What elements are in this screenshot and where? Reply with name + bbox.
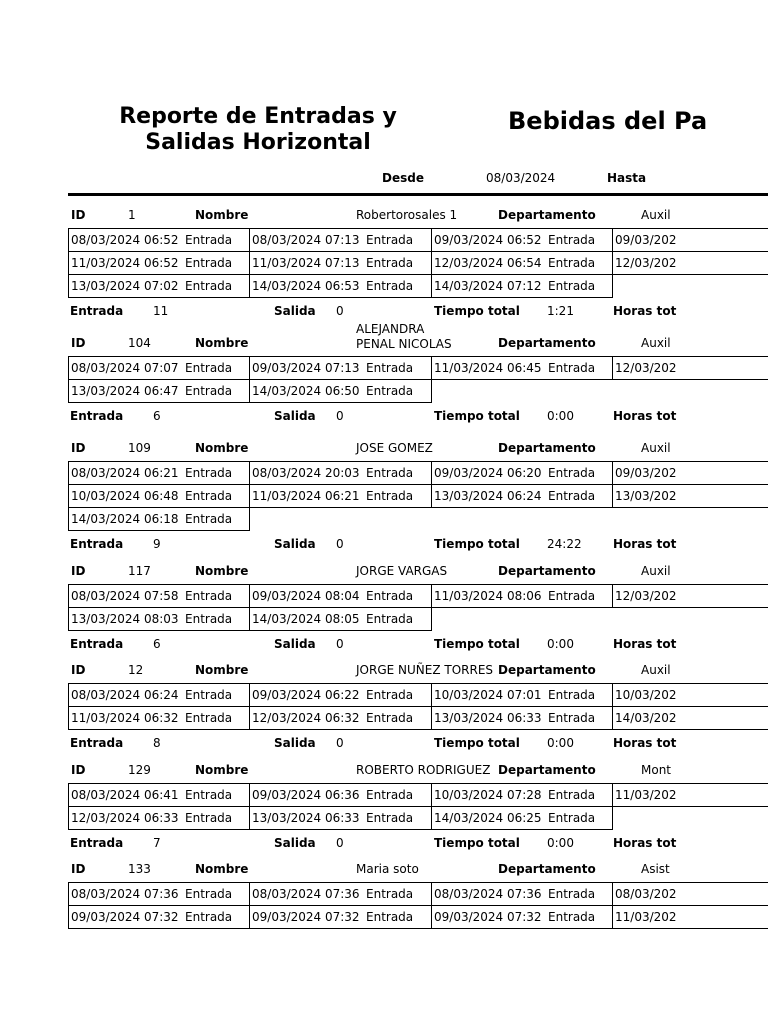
record-timestamp: 11/03/2024 06:21 (252, 489, 360, 503)
departamento-label: Departamento (498, 336, 596, 350)
departamento-label: Departamento (498, 862, 596, 876)
employee-name: JORGE NUÑEZ TORRES (356, 663, 494, 677)
tiempo-total-value: 1:21 (547, 304, 574, 318)
entrada-label: Entrada (70, 637, 124, 651)
record-type: Entrada (548, 589, 596, 603)
record-timestamp: 08/03/2024 07:07 (71, 361, 179, 375)
record-timestamp: 12/03/202 (615, 589, 677, 603)
departamento-label: Departamento (498, 663, 596, 677)
record-type: Entrada (185, 711, 233, 725)
record-timestamp: 14/03/2024 06:25 (434, 811, 542, 825)
record-timestamp: 09/03/2024 07:32 (434, 910, 542, 924)
record-type: Entrada (366, 489, 414, 503)
tiempo-total-label: Tiempo total (434, 304, 520, 318)
salida-count: 0 (336, 836, 344, 850)
record-type: Entrada (366, 256, 414, 270)
salida-count: 0 (336, 304, 344, 318)
record-type: Entrada (185, 887, 233, 901)
employee-name: Maria soto (356, 862, 419, 876)
salida-count: 0 (336, 537, 344, 551)
tiempo-total-label: Tiempo total (434, 836, 520, 850)
entrada-label: Entrada (70, 836, 124, 850)
record-timestamp: 08/03/2024 07:36 (434, 887, 542, 901)
record-type: Entrada (185, 589, 233, 603)
header-rule (68, 193, 768, 196)
id-label: ID (71, 763, 86, 777)
record-type: Entrada (366, 910, 414, 924)
record-type: Entrada (548, 489, 596, 503)
record-timestamp: 13/03/2024 06:33 (252, 811, 360, 825)
departamento-label: Departamento (498, 441, 596, 455)
record-type: Entrada (548, 279, 596, 293)
tiempo-total-value: 0:00 (547, 637, 574, 651)
employee-name: JORGE VARGAS (356, 564, 448, 578)
record-timestamp: 11/03/202 (615, 910, 677, 924)
record-timestamp: 12/03/2024 06:32 (252, 711, 360, 725)
record-type: Entrada (548, 688, 596, 702)
hasta-label: Hasta (607, 171, 647, 185)
record-timestamp: 09/03/2024 07:32 (71, 910, 179, 924)
record-type: Entrada (185, 466, 233, 480)
record-timestamp: 13/03/2024 06:33 (434, 711, 542, 725)
record-timestamp: 12/03/202 (615, 256, 677, 270)
record-type: Entrada (366, 711, 414, 725)
record-timestamp: 08/03/2024 07:58 (71, 589, 179, 603)
record-timestamp: 08/03/2024 07:36 (252, 887, 360, 901)
record-type: Entrada (366, 361, 414, 375)
record-timestamp: 09/03/2024 06:36 (252, 788, 360, 802)
record-timestamp: 08/03/2024 06:21 (71, 466, 179, 480)
record-timestamp: 08/03/2024 06:41 (71, 788, 179, 802)
employee-id: 109 (128, 441, 151, 455)
horas-total-label: Horas tot (613, 637, 677, 651)
record-type: Entrada (185, 512, 233, 526)
record-type: Entrada (548, 361, 596, 375)
record-timestamp: 10/03/202 (615, 688, 677, 702)
record-type: Entrada (548, 233, 596, 247)
record-type: Entrada (366, 279, 414, 293)
employee-department: Auxil (641, 441, 671, 455)
employee-id: 117 (128, 564, 151, 578)
record-timestamp: 08/03/2024 06:24 (71, 688, 179, 702)
desde-value: 08/03/2024 (486, 171, 556, 185)
entrada-count: 11 (153, 304, 169, 318)
employee-id: 104 (128, 336, 151, 350)
nombre-label: Nombre (195, 441, 249, 455)
nombre-label: Nombre (195, 336, 249, 350)
record-timestamp: 14/03/2024 06:18 (71, 512, 179, 526)
record-type: Entrada (185, 361, 233, 375)
id-label: ID (71, 564, 86, 578)
record-type: Entrada (366, 233, 414, 247)
record-timestamp: 09/03/2024 07:13 (252, 361, 360, 375)
record-timestamp: 14/03/2024 07:12 (434, 279, 542, 293)
employee-id: 12 (128, 663, 144, 677)
employee-department: Auxil (641, 663, 671, 677)
horas-total-label: Horas tot (613, 304, 677, 318)
entrada-count: 7 (153, 836, 161, 850)
record-timestamp: 08/03/2024 07:13 (252, 233, 360, 247)
employee-name: Robertorosales 1 (356, 208, 458, 222)
salida-count: 0 (336, 637, 344, 651)
record-timestamp: 13/03/2024 06:47 (71, 384, 179, 398)
tiempo-total-label: Tiempo total (434, 537, 520, 551)
record-type: Entrada (548, 910, 596, 924)
employee-name: JOSE GOMEZ (356, 441, 433, 455)
record-timestamp: 11/03/2024 06:45 (434, 361, 542, 375)
record-type: Entrada (185, 811, 233, 825)
desde-label: Desde (382, 171, 424, 185)
entrada-count: 6 (153, 637, 161, 651)
departamento-label: Departamento (498, 564, 596, 578)
tiempo-total-value: 24:22 (547, 537, 582, 551)
record-type: Entrada (548, 811, 596, 825)
id-label: ID (71, 336, 86, 350)
employee-id: 129 (128, 763, 151, 777)
record-timestamp: 08/03/2024 20:03 (252, 466, 360, 480)
record-timestamp: 14/03/2024 06:53 (252, 279, 360, 293)
record-timestamp: 11/03/2024 07:13 (252, 256, 360, 270)
salida-label: Salida (274, 304, 316, 318)
entrada-label: Entrada (70, 537, 124, 551)
salida-label: Salida (274, 736, 316, 750)
tiempo-total-value: 0:00 (547, 409, 574, 423)
record-timestamp: 08/03/2024 06:52 (71, 233, 179, 247)
horas-total-label: Horas tot (613, 409, 677, 423)
record-timestamp: 13/03/2024 08:03 (71, 612, 179, 626)
record-timestamp: 08/03/202 (615, 887, 677, 901)
salida-label: Salida (274, 637, 316, 651)
report-title: Reporte de Entradas y Salidas Horizontal (119, 104, 397, 155)
tiempo-total-value: 0:00 (547, 836, 574, 850)
record-timestamp: 12/03/2024 06:54 (434, 256, 542, 270)
record-timestamp: 14/03/2024 06:50 (252, 384, 360, 398)
record-type: Entrada (185, 489, 233, 503)
record-timestamp: 12/03/2024 06:33 (71, 811, 179, 825)
record-timestamp: 13/03/2024 06:24 (434, 489, 542, 503)
record-type: Entrada (366, 788, 414, 802)
record-timestamp: 09/03/2024 06:20 (434, 466, 542, 480)
record-timestamp: 14/03/2024 08:05 (252, 612, 360, 626)
salida-label: Salida (274, 409, 316, 423)
employee-department: Asist (641, 862, 670, 876)
record-type: Entrada (366, 811, 414, 825)
nombre-label: Nombre (195, 663, 249, 677)
record-type: Entrada (185, 910, 233, 924)
record-timestamp: 09/03/2024 07:32 (252, 910, 360, 924)
record-timestamp: 09/03/2024 06:52 (434, 233, 542, 247)
salida-count: 0 (336, 409, 344, 423)
record-timestamp: 09/03/2024 06:22 (252, 688, 360, 702)
nombre-label: Nombre (195, 564, 249, 578)
record-timestamp: 08/03/2024 07:36 (71, 887, 179, 901)
record-type: Entrada (185, 256, 233, 270)
record-type: Entrada (366, 688, 414, 702)
salida-label: Salida (274, 537, 316, 551)
departamento-label: Departamento (498, 208, 596, 222)
record-type: Entrada (185, 612, 233, 626)
tiempo-total-value: 0:00 (547, 736, 574, 750)
entrada-label: Entrada (70, 304, 124, 318)
departamento-label: Departamento (498, 763, 596, 777)
record-timestamp: 13/03/2024 07:02 (71, 279, 179, 293)
employee-department: Auxil (641, 208, 671, 222)
salida-count: 0 (336, 736, 344, 750)
record-timestamp: 09/03/202 (615, 466, 677, 480)
record-type: Entrada (185, 788, 233, 802)
record-type: Entrada (548, 788, 596, 802)
employee-department: Auxil (641, 336, 671, 350)
employee-name: ALEJANDRA PENAL NICOLAS (356, 322, 452, 351)
id-label: ID (71, 441, 86, 455)
id-label: ID (71, 862, 86, 876)
record-timestamp: 11/03/2024 06:32 (71, 711, 179, 725)
nombre-label: Nombre (195, 208, 249, 222)
salida-label: Salida (274, 836, 316, 850)
horas-total-label: Horas tot (613, 836, 677, 850)
record-timestamp: 10/03/2024 07:01 (434, 688, 542, 702)
entrada-count: 8 (153, 736, 161, 750)
id-label: ID (71, 208, 86, 222)
employee-department: Mont (641, 763, 672, 777)
record-type: Entrada (548, 256, 596, 270)
record-type: Entrada (548, 887, 596, 901)
record-timestamp: 10/03/2024 07:28 (434, 788, 542, 802)
record-timestamp: 10/03/2024 06:48 (71, 489, 179, 503)
employee-name: ROBERTO RODRIGUEZ (356, 763, 491, 777)
company-title: Bebidas del Pa (508, 107, 708, 135)
record-timestamp: 11/03/2024 06:52 (71, 256, 179, 270)
record-type: Entrada (185, 384, 233, 398)
record-type: Entrada (366, 384, 414, 398)
nombre-label: Nombre (195, 763, 249, 777)
tiempo-total-label: Tiempo total (434, 736, 520, 750)
tiempo-total-label: Tiempo total (434, 409, 520, 423)
tiempo-total-label: Tiempo total (434, 637, 520, 651)
record-type: Entrada (366, 466, 414, 480)
record-timestamp: 11/03/2024 08:06 (434, 589, 542, 603)
entrada-count: 9 (153, 537, 161, 551)
nombre-label: Nombre (195, 862, 249, 876)
record-type: Entrada (185, 279, 233, 293)
entrada-count: 6 (153, 409, 161, 423)
record-type: Entrada (548, 466, 596, 480)
employee-department: Auxil (641, 564, 671, 578)
record-type: Entrada (185, 233, 233, 247)
id-label: ID (71, 663, 86, 677)
record-timestamp: 09/03/202 (615, 233, 677, 247)
record-timestamp: 09/03/2024 08:04 (252, 589, 360, 603)
entrada-label: Entrada (70, 736, 124, 750)
employee-id: 1 (128, 208, 136, 222)
record-type: Entrada (185, 688, 233, 702)
record-type: Entrada (366, 887, 414, 901)
horas-total-label: Horas tot (613, 537, 677, 551)
horas-total-label: Horas tot (613, 736, 677, 750)
record-timestamp: 13/03/202 (615, 489, 677, 503)
record-type: Entrada (548, 711, 596, 725)
record-type: Entrada (366, 612, 414, 626)
record-timestamp: 11/03/202 (615, 788, 677, 802)
record-timestamp: 12/03/202 (615, 361, 677, 375)
record-type: Entrada (366, 589, 414, 603)
record-timestamp: 14/03/202 (615, 711, 677, 725)
employee-id: 133 (128, 862, 151, 876)
entrada-label: Entrada (70, 409, 124, 423)
